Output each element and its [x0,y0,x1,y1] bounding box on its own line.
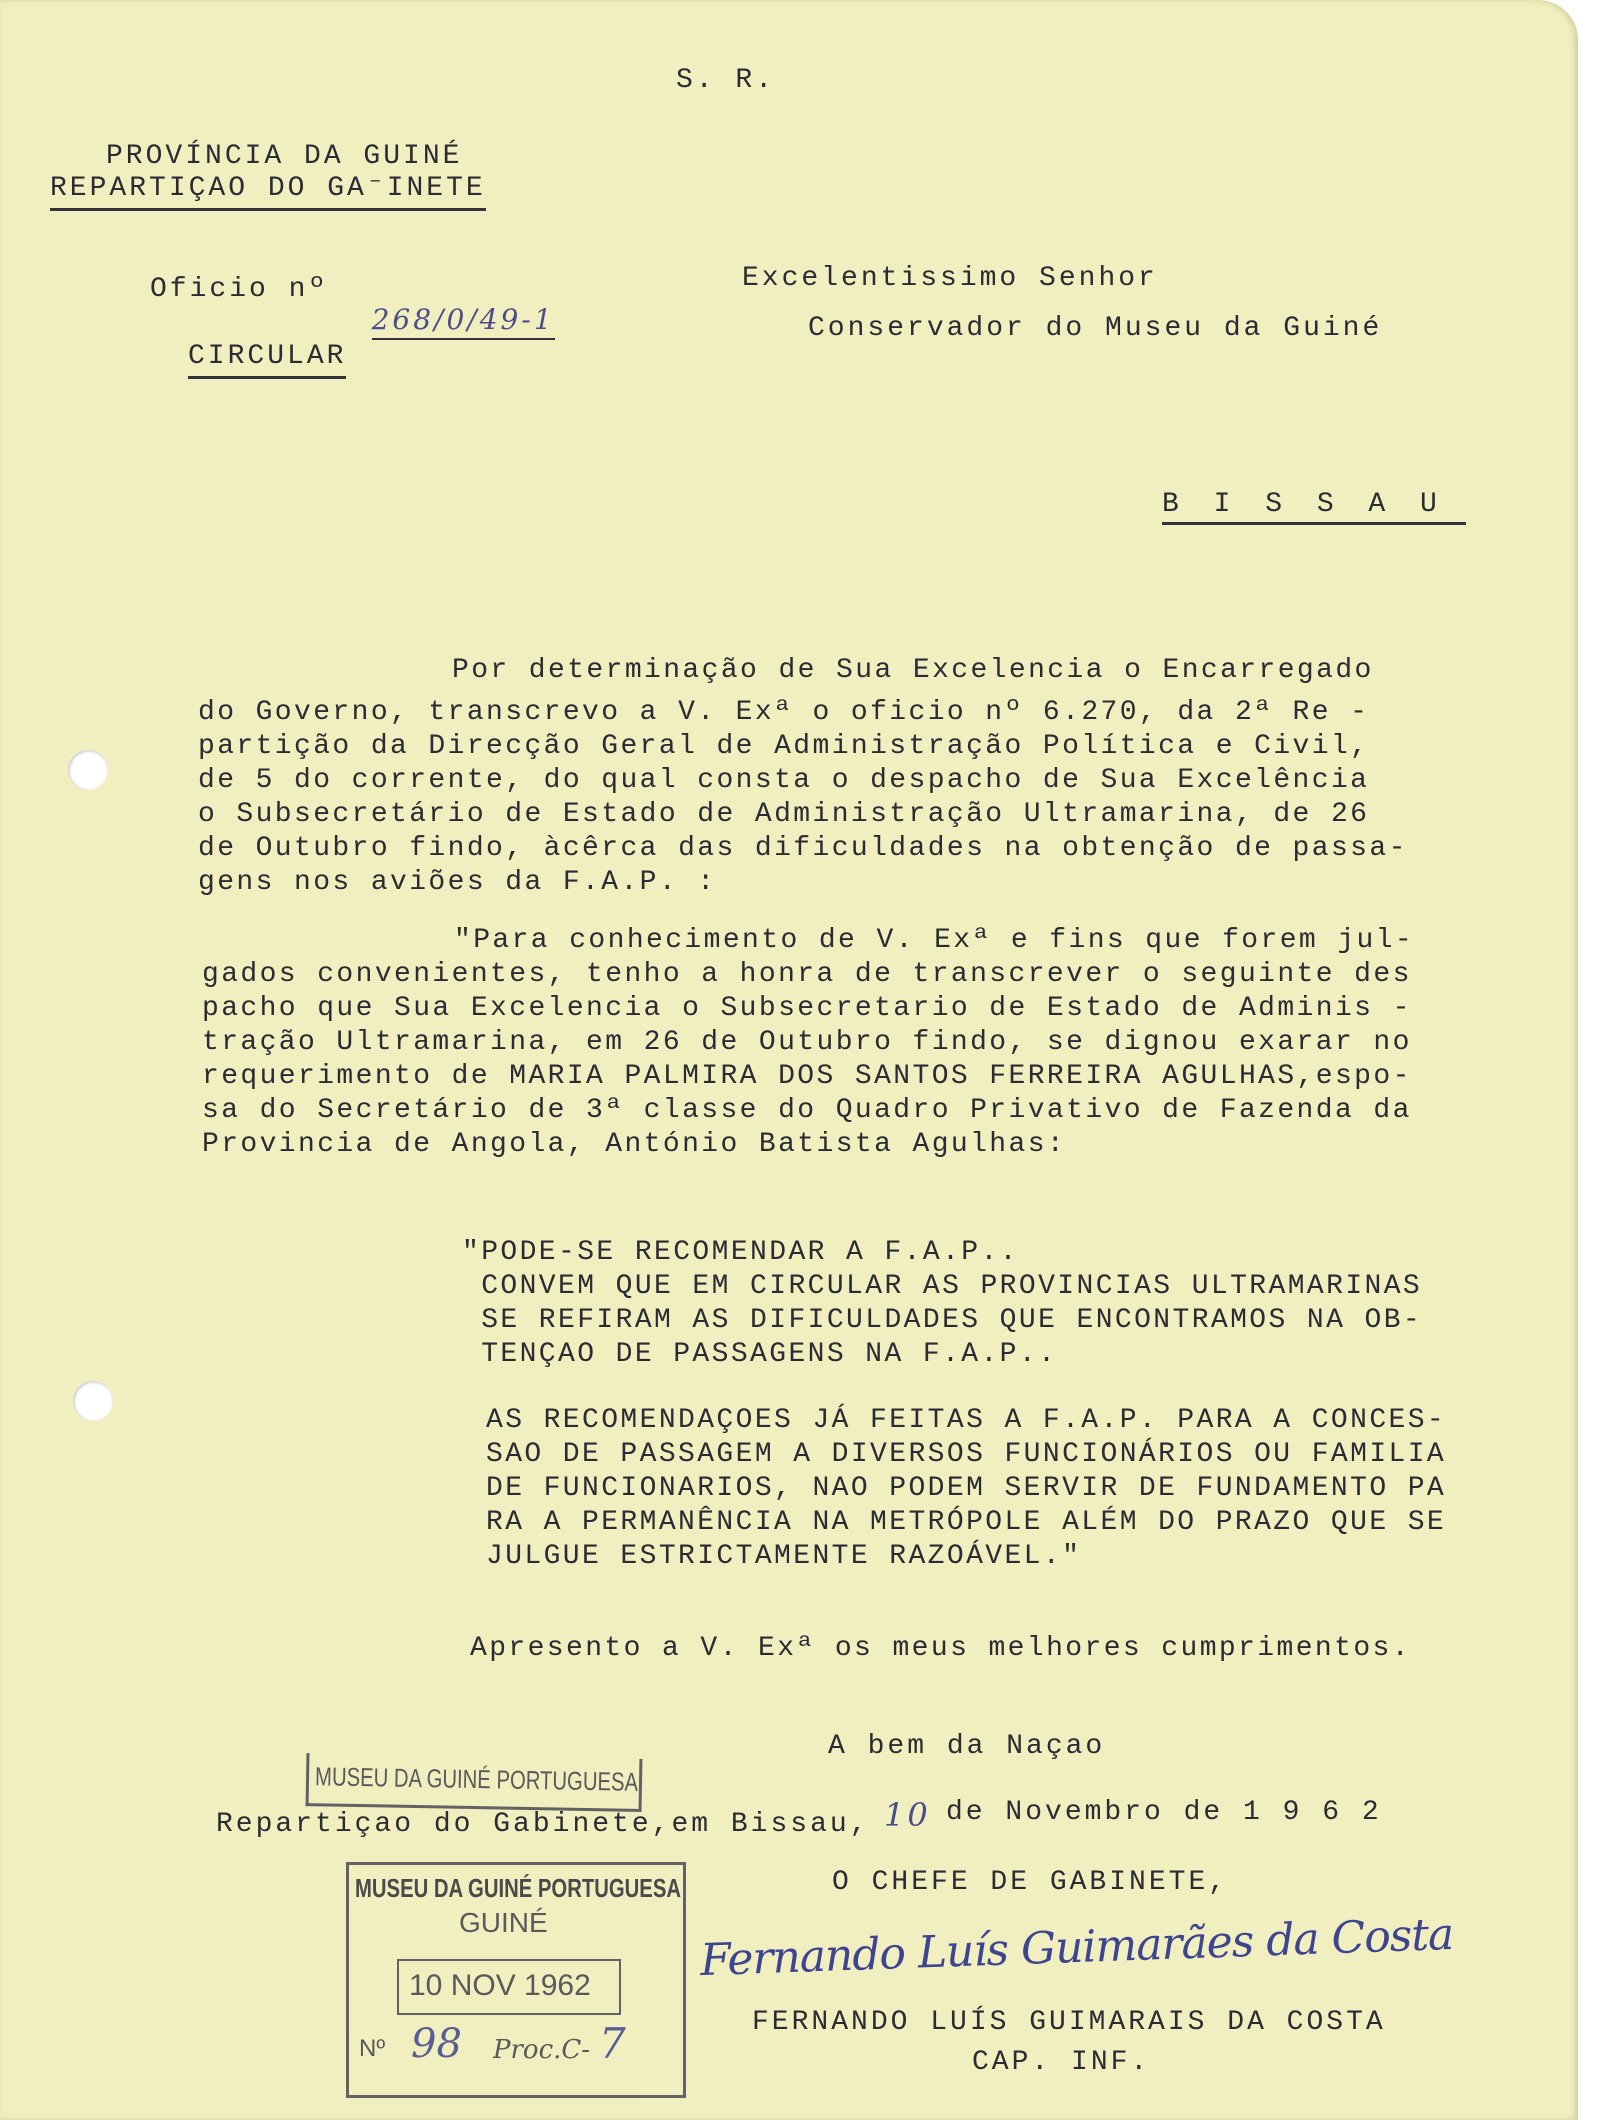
quote-line: SAO DE PASSAGEM A DIVERSOS FUNCIONÁRIOS OU FAMILIA [486,1439,1447,1470]
paragraph-1-line: Por determinação de Sua Excelencia o Encarregado [452,655,1374,686]
circular-label: CIRCULAR [188,340,346,379]
paragraph-1-line: partição da Direcção Geral de Administração Política e Civil, [198,731,1370,762]
quote-line: RA A PERMANÊNCIA NA METRÓPOLE ALÉM DO PRAZO QUE SE [486,1507,1447,1538]
paragraph-1-line: o Subsecretário de Estado de Administração Ultramarina, de 26 [198,799,1370,830]
receipt-no: 98 [411,2021,462,2067]
paragraph-2-line: Provincia de Angola, António Batista Agulhas: [202,1129,1067,1160]
reference-label: Oficio nº [150,274,329,305]
classification-mark: S. R. [676,65,776,96]
punch-hole-top [68,750,108,790]
motto: A bem da Naçao [828,1731,1106,1762]
quote-line: SE REFIRAM AS DIFICULDADES QUE ENCONTRAMOS NA OB- [462,1305,1423,1336]
paragraph-2-line: pacho que Sua Excelencia o Subsecretario de Estado de Adminis - [202,993,1412,1024]
museum-stamp: MUSEU DA GUINÉ PORTUGUESA [306,1753,643,1812]
quote-line: JULGUE ESTRICTAMENTE RAZOÁVEL." [486,1541,1082,1572]
province-heading: PROVÍNCIA DA GUINÉ [106,141,463,172]
addressee-city: B I S S A U [1162,488,1466,525]
paragraph-2-line: tração Ultramarina, em 26 de Outubro findo, se dignou exarar no [202,1027,1412,1058]
receipt-stamp: MUSEU DA GUINÉ PORTUGUESA GUINÉ 10 NOV 1962 Nº 98 Proc.C- 7 [346,1862,686,2098]
paragraph-2-line: gados convenientes, tenho a honra de transcrever o seguinte des [202,959,1412,990]
signatory-name: FERNANDO LUÍS GUIMARAIS DA COSTA [752,2007,1386,2038]
place-date-prefix: Repartiçao do Gabinete,em Bissau, [216,1809,870,1840]
punch-hole-bottom [73,1381,113,1421]
date-month-year: de Novembro de 1 9 6 2 [946,1797,1382,1828]
signatory-role: O CHEFE DE GABINETE, [832,1867,1229,1898]
paragraph-1-line: de Outubro findo, àcêrca das dificuldades na obtenção de passa- [198,833,1408,864]
receipt-proc-label: Proc.C- [493,2035,591,2065]
handwritten-signature: Fernando Luís Guimarães da Costa [699,1908,1455,1987]
paragraph-2-line: "Para conhecimento de V. Exª e fins que forem jul- [454,925,1415,956]
receipt-date-box [397,1959,621,2015]
paragraph-2-line: sa do Secretário de 3ª classe do Quadro Privativo de Fazenda da [202,1095,1412,1126]
quote-line: TENÇAO DE PASSAGENS NA F.A.P.. [462,1339,1058,1370]
paragraph-1-line: do Governo, transcrevo a V. Exª o oficio nº 6.270, da 2ª Re - [198,697,1370,728]
receipt-date: 10 NOV 1962 [409,1969,591,2002]
quote-line: DE FUNCIONARIOS, NAO PODEM SERVIR DE FUNDAMENTO PA [486,1473,1447,1504]
paragraph-1-line: de 5 do corrente, do qual consta o despacho de Sua Excelência [198,765,1370,796]
closing-line: Apresento a V. Exª os meus melhores cumprimentos. [470,1633,1411,1664]
addressee-salutation: Excelentissimo Senhor [742,263,1158,294]
receipt-proc: 7 [599,2019,626,2068]
reference-number: 268/0/49-1 [332,269,555,340]
paragraph-2-line: requerimento de MARIA PALMIRA DOS SANTOS FERREIRA AGULHAS,espo- [202,1061,1412,1092]
signatory-rank: CAP. INF. [972,2047,1151,2078]
quote-line: CONVEM QUE EM CIRCULAR AS PROVINCIAS ULTRAMARINAS [462,1271,1423,1302]
quote-line: "PODE-SE RECOMENDAR A F.A.P.. [462,1237,1019,1268]
receipt-no-label: Nº [359,2035,386,2062]
date-day: 10 [884,1796,931,1834]
department-heading: REPARTIÇAO DO GA⁻INETE [50,172,486,211]
addressee-title: Conservador do Museu da Guiné [808,313,1383,344]
quote-line: AS RECOMENDAÇOES JÁ FEITAS A F.A.P. PARA A CONCES- [486,1405,1447,1436]
paragraph-1-line: gens nos aviões da F.A.P. : [198,867,717,898]
